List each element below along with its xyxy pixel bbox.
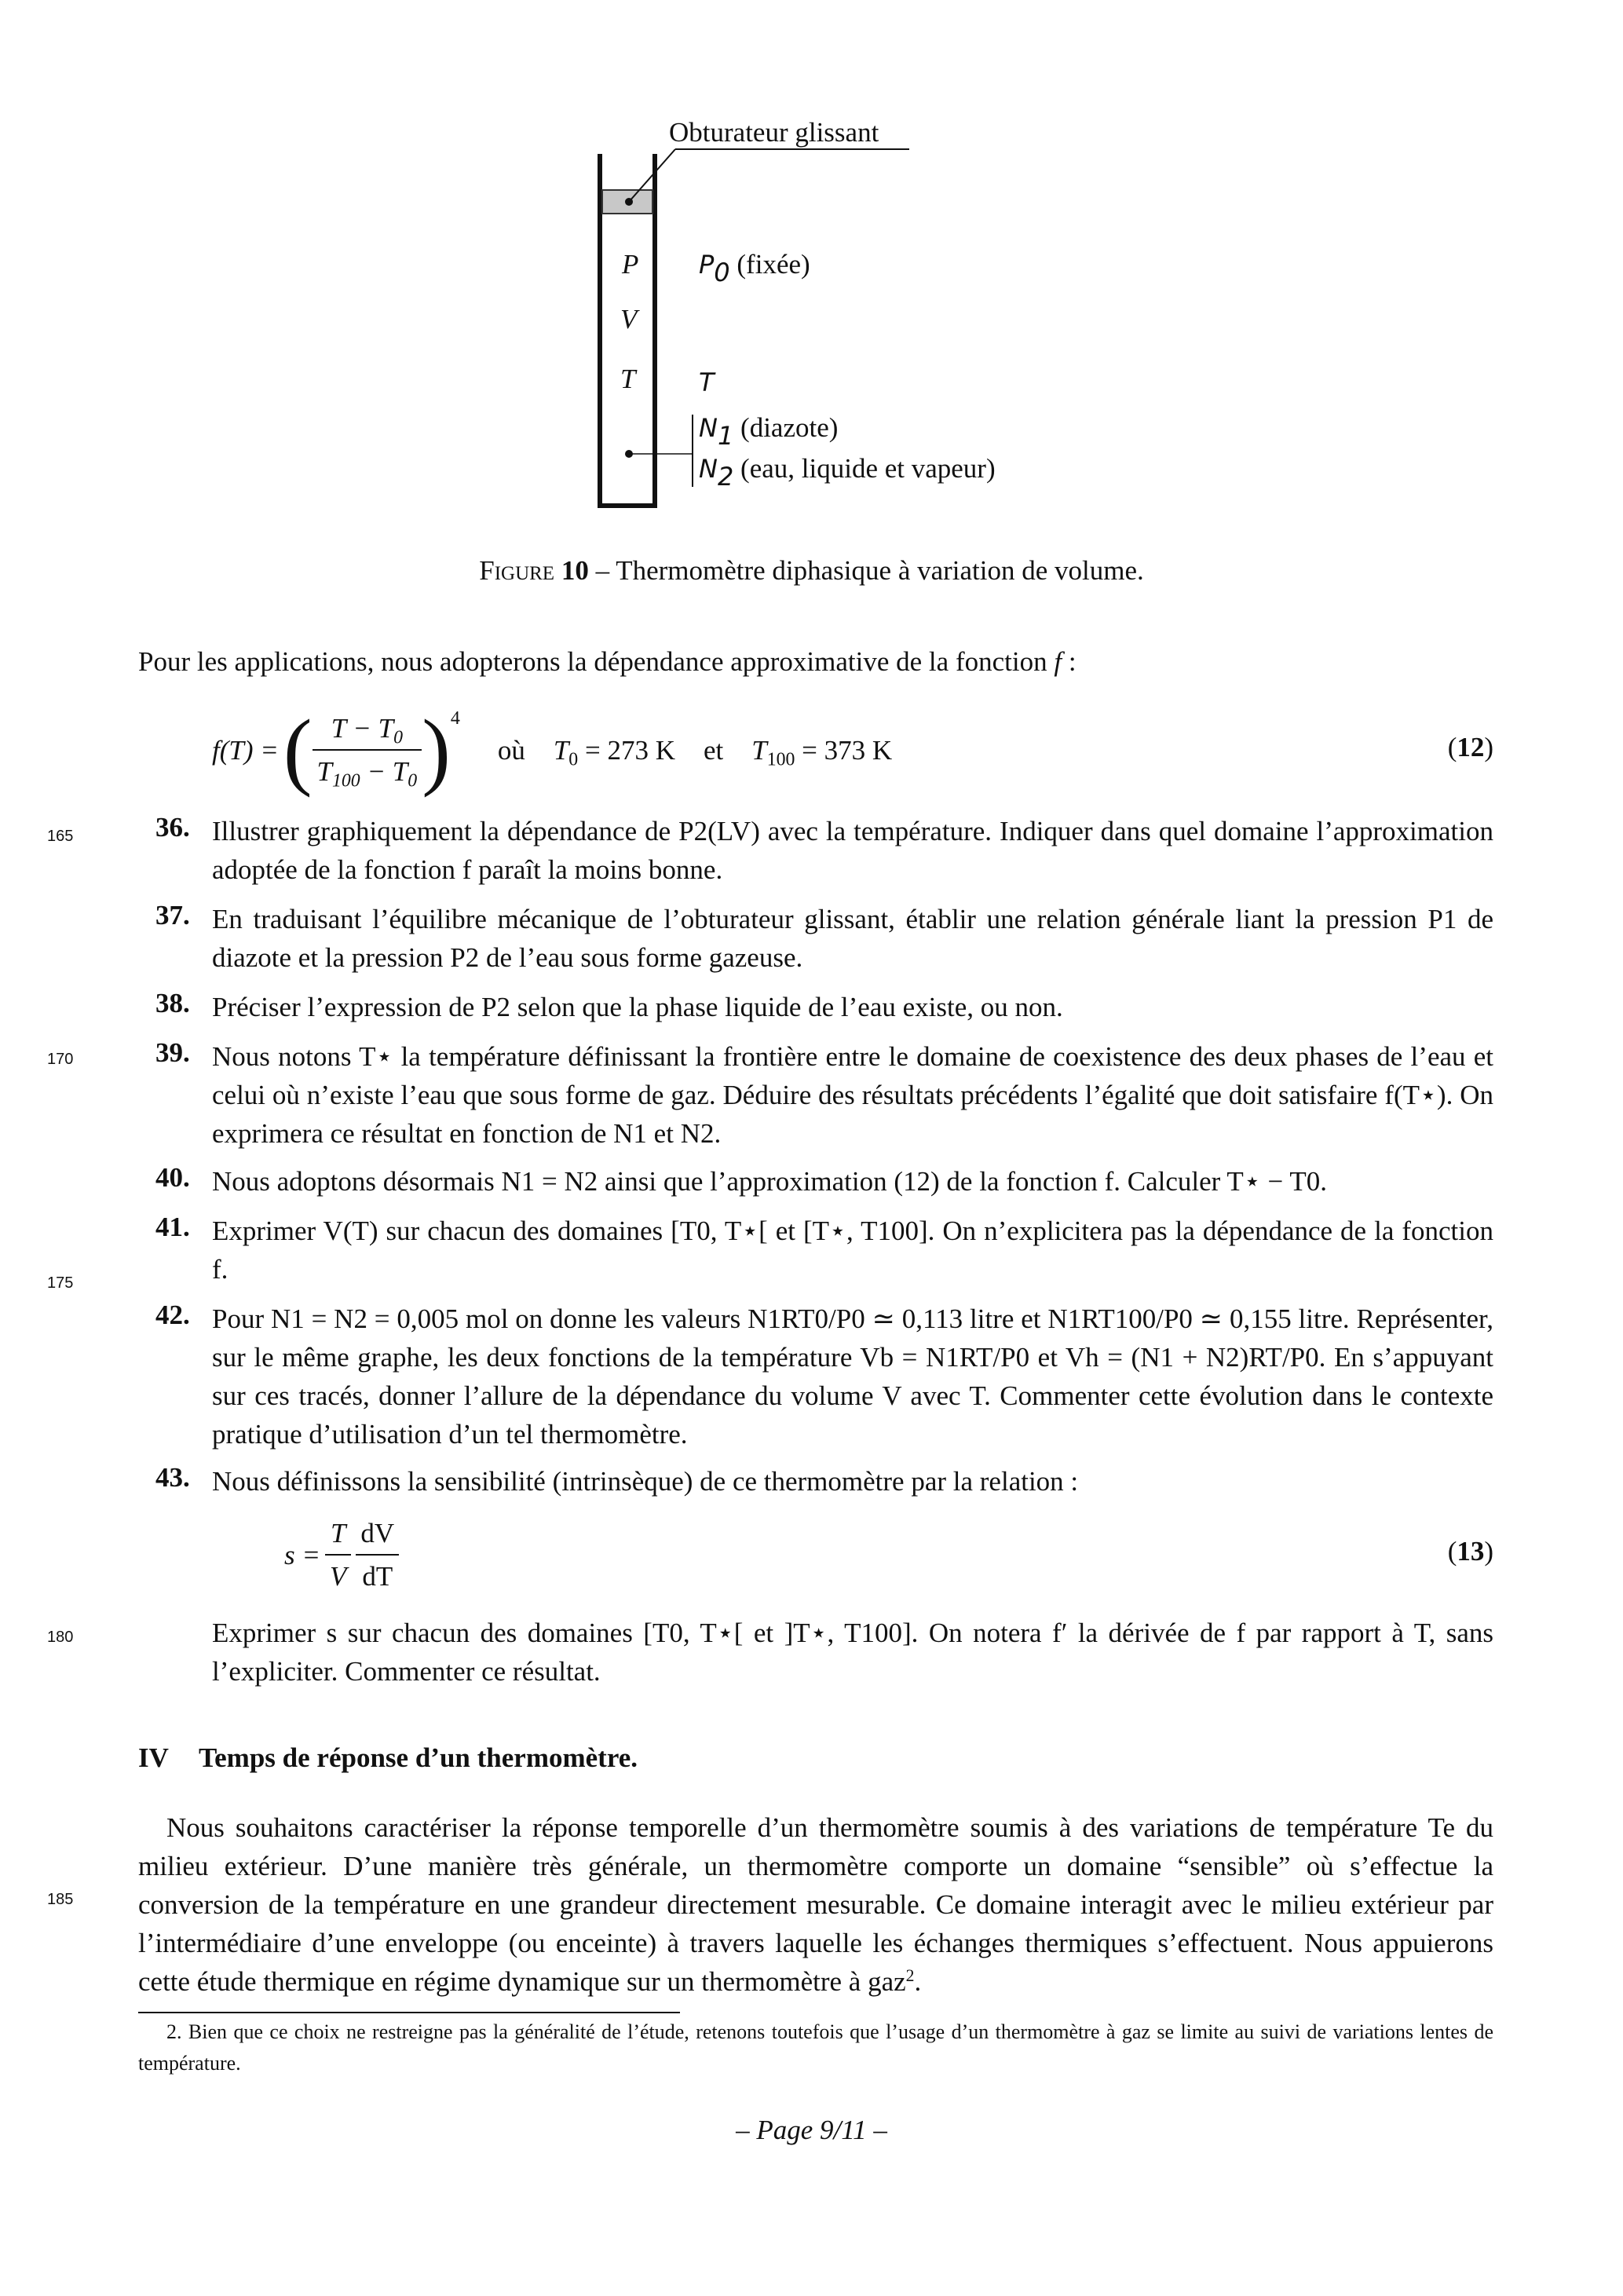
inner-label-p: P xyxy=(622,249,639,280)
eq13-f1-denominator: V xyxy=(330,1561,347,1592)
line-number: 175 xyxy=(47,1274,74,1292)
eq12-den-mid: − T xyxy=(360,756,408,787)
question-40-text: Nous adoptons désormais N1 = N2 ainsi que l’approximation (12) de la fonction f. Calculer T⋆ − T0. xyxy=(212,1166,1327,1197)
n1-note: (diazote) xyxy=(740,412,839,443)
n1-label xyxy=(699,408,839,452)
eq12-right-paren: ) xyxy=(422,702,451,798)
eq12-where: où xyxy=(497,734,525,766)
eq12-t100: T xyxy=(751,734,767,766)
inner-label-v: V xyxy=(620,304,638,335)
question-40-number: 40. xyxy=(155,1162,190,1193)
page-number: – Page 9/11 – xyxy=(736,2115,887,2145)
figure-thermometer xyxy=(581,110,1068,518)
question-38-number: 38. xyxy=(155,988,190,1018)
caption-number: 10 xyxy=(561,555,589,586)
question-42-number: 42. xyxy=(155,1300,190,1330)
n2-note: (eau, liquide et vapeur) xyxy=(740,453,996,484)
intro-variable: f xyxy=(1054,646,1062,677)
eq12-exponent: 4 xyxy=(450,707,460,729)
question-36-text: Illustrer graphiquement la dépendance de P2(LV) avec la température. Indiquer dans quel domaine l’approximation adoptée de la fonction f paraît la moins bonne. xyxy=(212,816,1493,885)
eq12-number: (12) xyxy=(1447,732,1493,762)
section-title: Temps de réponse d’un thermomètre. xyxy=(199,1742,638,1773)
eq13-number-value: 13 xyxy=(1457,1536,1485,1567)
question-37-number: 37. xyxy=(155,900,190,930)
eq12-t100-sub: 100 xyxy=(766,749,795,770)
footnote-ref: 2 xyxy=(905,1966,915,1986)
slider-label: Obturateur glissant xyxy=(669,117,879,148)
eq12-num-text: T − T xyxy=(331,713,394,744)
eq12-left-paren: ( xyxy=(283,702,313,798)
eq12-fraction xyxy=(313,709,422,791)
n2-subscript: 2 xyxy=(717,462,734,492)
eq13-lhs: s = xyxy=(284,1539,320,1570)
question-43-followup: Exprimer s sur chacun des domaines [T0, T⋆[ et ]T⋆, T100]. On notera f′ la dérivée de f par rapport à T, sans l’expliciter. Commenter ce résultat. xyxy=(212,1618,1493,1687)
paragraph-text: Nous souhaitons caractériser la réponse temporelle d’un thermomètre soumis à des variations de température Te du milieu extérieur. D’une manière très générale, un thermomètre comporte un domaine “sensible” où s’effectue la conversion de la température en une grandeur directement mesurable. Ce domaine interagit avec le milieu extérieur par l’intermédiaire d’une enveloppe (ou enceinte) à travers laquelle les échanges thermiques s’effectuent. Nous appuierons cette étude thermique en régime dynamique sur un thermomètre à gaz xyxy=(138,1812,1493,1997)
caption-text: – Thermomètre diphasique à variation de volume. xyxy=(588,555,1144,586)
section-number: IV xyxy=(138,1742,169,1773)
eq12-num-sub: 0 xyxy=(393,727,404,748)
section-heading xyxy=(138,1738,638,1777)
eq12-number-value: 12 xyxy=(1457,732,1485,762)
p0-symbol: P xyxy=(699,250,715,280)
question-43-number: 43. xyxy=(155,1462,190,1493)
intro-end: : xyxy=(1062,646,1077,677)
paragraph-end: . xyxy=(914,1966,922,1997)
eq12-t100-value: = 373 K xyxy=(795,734,893,766)
n2-symbol: N xyxy=(699,454,718,484)
p0-label xyxy=(699,245,810,288)
line-number: 165 xyxy=(47,828,74,845)
eq12-lhs: f(T) = xyxy=(212,734,279,766)
question-41-number: 41. xyxy=(155,1212,190,1242)
line-number: 180 xyxy=(47,1629,74,1646)
p0-note: (fixée) xyxy=(737,249,810,280)
question-36-number: 36. xyxy=(155,812,190,843)
inner-label-t: T xyxy=(620,364,636,394)
question-38-text: Préciser l’expression de P2 selon que la phase liquide de l’eau existe, ou non. xyxy=(212,992,1063,1022)
n2-label xyxy=(699,449,996,492)
eq13-fraction-1 xyxy=(325,1514,351,1596)
section-paragraph xyxy=(138,1808,1493,2001)
eq13-number: (13) xyxy=(1447,1536,1493,1567)
n1-subscript: 1 xyxy=(717,421,734,452)
n1-symbol: N xyxy=(699,413,718,443)
caption-prefix: Figure xyxy=(479,555,555,586)
question-39-number: 39. xyxy=(155,1037,190,1068)
eq12-den-sub: 100 xyxy=(331,770,360,792)
question-42-text: Pour N1 = N2 = 0,005 mol on donne les valeurs N1RT0/P0 ≃ 0,113 litre et N1RT100/P0 ≃ 0,155 litre. Représenter, sur le même graphe, les deux fonctions de la température Vb = N1RT/P0 et Vh = (N1 + N2)RT/P0. En s’appuyant sur ces tracés, donner l’allure de la dépendance du volume V avec T. Commenter cette évolution dans le contexte pratique d’utilisation d’un tel thermomètre. xyxy=(212,1303,1493,1450)
eq12-denominator xyxy=(313,751,422,791)
figure-caption xyxy=(0,551,1623,590)
line-number: 185 xyxy=(47,1891,74,1908)
eq12-den-t: T xyxy=(316,756,332,787)
eq12-t0-value: = 273 K xyxy=(578,734,675,766)
footnote-rule xyxy=(138,2012,680,2013)
eq13-f1-numerator: T xyxy=(325,1514,351,1556)
equation-13 xyxy=(284,1508,399,1602)
eq12-t0: T xyxy=(553,734,569,766)
eq12-and: et xyxy=(703,734,724,766)
footnote: 2. Bien que ce choix ne restreigne pas la généralité de l’étude, retenons toutefois que l’usage d’un thermomètre à gaz se limite au suivi de variations lentes de température. xyxy=(138,2020,1493,2075)
question-37-text: En traduisant l’équilibre mécanique de l’obturateur glissant, établir une relation générale liant la pression P1 de diazote et la pression P2 de l’eau sous forme gazeuse. xyxy=(212,904,1493,973)
t-symbol: T xyxy=(699,367,715,397)
question-43-text: Nous définissons la sensibilité (intrinsèque) de ce thermomètre par la relation : xyxy=(212,1466,1079,1497)
eq13-f2-denominator: dT xyxy=(362,1561,393,1592)
question-41-text: Exprimer V(T) sur chacun des domaines [T0, T⋆[ et [T⋆, T100]. On n’explicitera pas la dépendance de la fonction f. xyxy=(212,1216,1493,1285)
eq13-fraction-2 xyxy=(356,1514,399,1596)
p0-subscript: 0 xyxy=(714,258,730,288)
question-39-text: Nous notons T⋆ la température définissant la frontière entre le domaine de coexistence des deux phases de l’eau et celui où n’existe l’eau que sous forme de gaz. Déduire des résultats précédents l’égalité que doit satisfaire f(T⋆). On exprimera ce résultat en fonction de N1 et N2. xyxy=(212,1041,1493,1149)
eq12-den-sub2: 0 xyxy=(408,770,418,792)
line-number: 170 xyxy=(47,1051,74,1068)
eq13-f2-numerator: dV xyxy=(356,1514,399,1556)
eq12-numerator xyxy=(313,709,422,751)
t-outer-label xyxy=(699,363,715,402)
intro-paragraph xyxy=(138,642,1077,681)
eq12-t0-sub: 0 xyxy=(568,749,579,770)
intro-text: Pour les applications, nous adopterons la dépendance approximative de la fonction xyxy=(138,646,1047,677)
equation-12 xyxy=(212,699,892,801)
